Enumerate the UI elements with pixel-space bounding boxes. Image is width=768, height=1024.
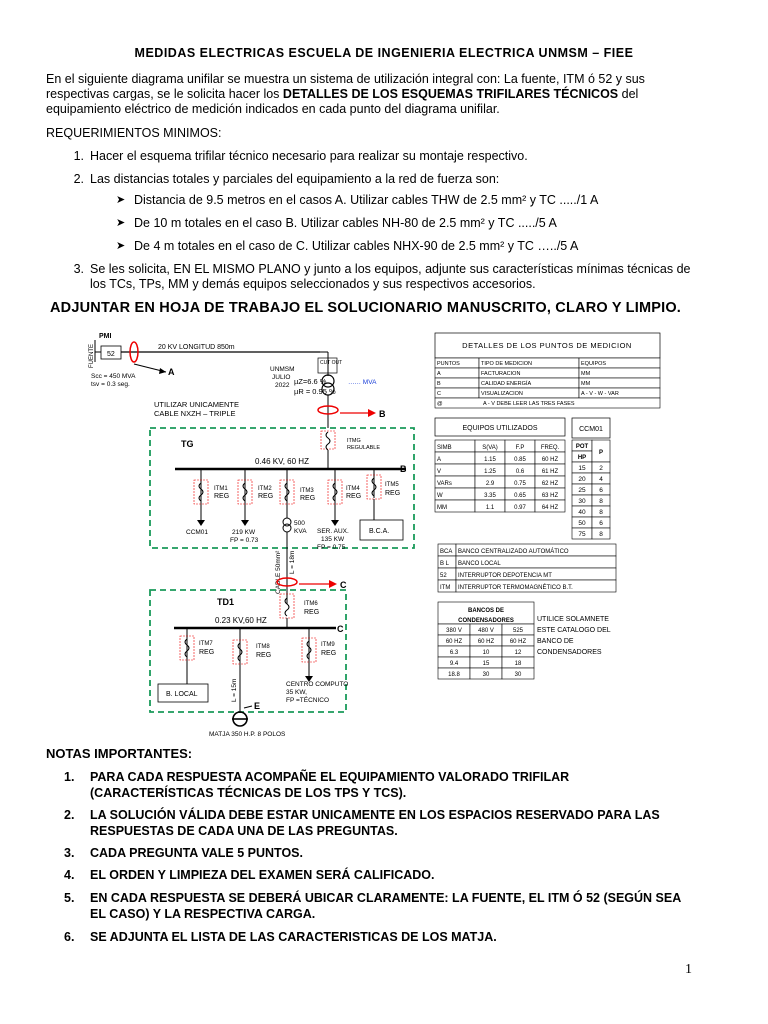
svg-text:C: C	[337, 624, 344, 634]
det-cell: @	[437, 401, 443, 407]
ccm-cell: 8	[599, 509, 603, 516]
svg-text:35 KW,: 35 KW,	[286, 689, 307, 696]
banks-cell: 480 V	[478, 628, 494, 634]
det-cell: C	[437, 391, 441, 397]
note-2: 2. LA SOLUCIÓN VÁLIDA DEBE ESTAR UNICAMENTE EN LOS ESPACIOS RESERVADO PARA LAS RESPUESTAS DE CADA UNA DE LAS PREGUNTAS.	[64, 808, 660, 838]
eq-cell: 2.9	[485, 481, 495, 487]
eq-cell: S(VA)	[482, 445, 498, 451]
banks-cell: 9.4	[449, 661, 459, 667]
svg-text:ITMG: ITMG	[347, 438, 361, 444]
det-cell: TIPO DE MEDICION	[481, 361, 533, 367]
svg-text:REG: REG	[385, 490, 401, 497]
eq-cell: V	[437, 469, 442, 475]
tg-bus-label: 0.46 KV, 60 HZ	[255, 457, 309, 466]
eq-cell: F.P	[515, 445, 525, 451]
ccm-cell: 4	[599, 476, 603, 483]
note-5: 5. EN CADA RESPUESTA SE DEBERÁ UBICAR CLARAMENTE: LA FUENTE, EL ITM Ó 52 (SEGÚN SEA EL CASO) Y LA RESPECTIVA CARGA.	[64, 891, 682, 921]
eq-cell: 1.25	[484, 469, 496, 475]
util-label-1: UTILIZAR UNICAMENTE	[154, 400, 240, 409]
ccm-cell: 30	[578, 498, 586, 505]
det-cell: A - V DEBE LEER LAS TRES FASES	[483, 401, 575, 407]
svg-text:KVA: KVA	[294, 528, 307, 535]
requirement-3: 3. Se les solicita, EN EL MISMO PLANO y junto a los equipos, adjunte sus características mínimas técnicas de los TCs, TPs, MM y demás equipos seleccionados y sus respectivos accesorios.	[73, 262, 691, 291]
svg-text:REG: REG	[256, 652, 272, 659]
svg-text:219 KW: 219 KW	[232, 529, 256, 536]
ccm-cell: 50	[578, 520, 586, 527]
banks-cell: 525	[512, 628, 524, 634]
uz-label: µZ=6.6 %	[294, 377, 327, 386]
point-a-label: A	[168, 367, 175, 377]
ur-label: µR = 0.95 %	[294, 387, 336, 396]
eq-cell: 64 HZ	[541, 505, 559, 511]
matja-label: MATJA 350 H.P. 8 POLOS	[209, 731, 286, 738]
abbr-cell: INTERRUPTOR TERMOMAGNÉTICO B.T.	[458, 585, 573, 591]
ccm-header: POT	[575, 444, 589, 450]
svg-text:CABLE 50mm²: CABLE 50mm²	[275, 550, 282, 594]
svg-text:REG: REG	[214, 493, 230, 500]
intro-line-3: equipamiento eléctrico de medición indicados en cada punto del diagrama unifilar.	[46, 102, 500, 116]
pmi-label: PMI	[99, 333, 112, 340]
td1-bus-label: 0.23 KV,60 HZ	[215, 616, 267, 625]
ccm-header: HP	[577, 455, 587, 461]
svg-text:2022: 2022	[275, 382, 290, 389]
banks-cell: 15	[482, 661, 490, 667]
eq-cell: 0.6	[515, 469, 525, 475]
eq-cell: 60 HZ	[541, 457, 559, 463]
svg-text:SER. AUX.: SER. AUX.	[317, 528, 349, 535]
det-cell: A	[437, 371, 441, 377]
banks-cell: 60 HZ	[509, 639, 527, 645]
ccm-cell: 6	[599, 487, 603, 494]
abbr-cell: INTERRUPTOR DEPOTENCIA MT	[458, 573, 552, 579]
eq-cell: 0.85	[514, 457, 526, 463]
sub-item-1: ➤ Distancia de 9.5 metros en el casos A. Utilizar cables THW de 2.5 mm² y TC ...../1 A	[116, 193, 599, 207]
eq-cell: A	[437, 457, 442, 463]
page-header: MEDIDAS ELECTRICAS ESCUELA DE INGENIERIA ELECTRICA UNMSM – FIEE	[134, 46, 634, 60]
svg-text:135 KW: 135 KW	[321, 536, 345, 543]
svg-text:B. LOCAL: B. LOCAL	[166, 691, 198, 698]
tg-label: TG	[181, 439, 194, 449]
eq-cell: 0.97	[514, 505, 526, 511]
svg-text:ITM7: ITM7	[199, 641, 213, 647]
svg-text:REG: REG	[199, 649, 215, 656]
single-line-diagram	[80, 328, 430, 740]
adjuntar-heading: ADJUNTAR EN HOJA DE TRABAJO EL SOLUCIONARIO MANUSCRITO, CLARO Y LIMPIO.	[50, 300, 682, 316]
eq-cell: 63 HZ	[541, 493, 559, 499]
ccm-cell: 25	[578, 487, 586, 494]
eq-cell: FREQ.	[540, 445, 560, 451]
fuente-label: FUENTE	[89, 344, 95, 368]
det-cell: VISUALIZACION	[481, 391, 523, 397]
det-cell: A - V - W - VAR	[581, 391, 619, 397]
ccm-cell: 75	[578, 531, 586, 538]
det-title: DETALLES DE LOS PUNTOS DE MEDICION	[462, 341, 632, 350]
svg-text:REG: REG	[300, 495, 316, 502]
banks-title-1: BANCOS DE	[467, 608, 505, 614]
svg-text:ITM5: ITM5	[385, 482, 399, 488]
svg-text:REG: REG	[258, 493, 274, 500]
ccm-cell: 8	[599, 498, 603, 505]
banks-cell: 30	[514, 672, 522, 678]
point-e-label: E	[254, 701, 261, 711]
eq-cell: SIMB	[437, 445, 452, 451]
svg-text:REG: REG	[304, 609, 320, 616]
intro-line-1: En el siguiente diagrama unifilar se muestra un sistema de utilización integral con: La fuente, ITM ó 52 y sus	[46, 72, 645, 86]
svg-text:FP = 0.75: FP = 0.75	[317, 544, 346, 551]
svg-text:L = 15m: L = 15m	[231, 678, 238, 702]
svg-text:ITM4: ITM4	[346, 486, 360, 492]
banks-cell: 60 HZ	[477, 639, 495, 645]
banks-cell: 12	[514, 650, 522, 656]
ccm-cell: 20	[578, 476, 586, 483]
line-20kv-label: 20 KV LONGITUD 850m	[158, 344, 235, 351]
ccm-header: P	[598, 450, 604, 456]
svg-text:CCM01: CCM01	[186, 529, 209, 536]
tables-area	[430, 330, 760, 690]
banks-cell: 10	[482, 650, 490, 656]
tsv-label: tsv = 0.3 seg.	[91, 381, 130, 388]
banks-note-1: UTILICE SOLAMNETE	[537, 616, 609, 623]
eq-cell: VARs	[437, 481, 452, 487]
banks-cell: 18	[514, 661, 522, 667]
sub-item-3: ➤ De 4 m totales en el caso de C. Utilizar cables NHX-90 de 2.5 mm² y TC …../5 A	[116, 239, 579, 253]
svg-text:FP =TÉCNICO: FP =TÉCNICO	[286, 697, 330, 704]
eq-cell: W	[437, 493, 443, 499]
banks-cell: 18.8	[448, 672, 460, 678]
arrow-bullet-icon: ➤	[116, 217, 126, 229]
svg-text:B: B	[400, 464, 407, 474]
abbr-cell: 52	[440, 573, 447, 579]
ccm-cell: 6	[599, 520, 603, 527]
eq-cell: 1.15	[484, 457, 496, 463]
point-b-label: B	[379, 409, 386, 419]
notes-title: NOTAS IMPORTANTES:	[46, 746, 193, 761]
svg-text:JULIO: JULIO	[272, 374, 291, 381]
abbr-cell: ITM	[440, 585, 451, 591]
det-cell: MM	[581, 381, 591, 387]
banks-cell: 60 HZ	[445, 639, 463, 645]
svg-text:L = 18m: L = 18m	[289, 550, 296, 574]
det-cell: CALIDAD ENERGÍA	[481, 381, 532, 387]
point-c-label: C	[340, 580, 347, 590]
page-number: 1	[685, 962, 692, 977]
ccm-cell: 2	[599, 465, 603, 472]
banks-cell: 380 V	[446, 628, 462, 634]
ccm-title: CCM01	[579, 426, 603, 433]
scc-label: Scc = 450 MVA	[91, 373, 136, 380]
svg-text:ITM1: ITM1	[214, 486, 228, 492]
intro-line-2: respectivas cargas, se le solicita hacer los DETALLES DE LOS ESQUEMAS TRIFILARES TÉCNICOS del	[46, 87, 639, 101]
eq-cell: 0.75	[514, 481, 526, 487]
td1-label: TD1	[217, 597, 235, 607]
svg-text:REGULABLE: REGULABLE	[347, 445, 381, 451]
ccm-cell: 8	[599, 531, 603, 538]
util-label-2: CABLE NXZH – TRIPLE	[154, 409, 236, 418]
banks-note-2: ESTE CATALOGO DEL	[537, 627, 611, 634]
eq-title: EQUIPOS UTILIZADOS	[462, 425, 538, 432]
svg-text:ITM3: ITM3	[300, 488, 314, 494]
eq-cell: 3.35	[484, 493, 496, 499]
mva-label: …… MVA	[348, 379, 377, 386]
abbr-cell: B L	[440, 561, 450, 567]
intro-bold: DETALLES DE LOS ESQUEMAS TRIFILARES TÉCNICOS	[282, 87, 619, 101]
abbr-cell: BANCO CENTRALIZADO AUTOMÁTICO	[458, 549, 569, 555]
eq-cell: 62 HZ	[541, 481, 559, 487]
svg-text:ITM6: ITM6	[304, 601, 318, 607]
requirement-1: 1. Hacer el esquema trifilar técnico necesario para realizar su montaje respectivo.	[73, 149, 528, 163]
banks-note-3: BANCO DE	[537, 638, 574, 645]
banks-cell: 6.3	[449, 650, 459, 656]
svg-text:ITM9: ITM9	[321, 642, 335, 648]
det-cell: FACTURACION	[481, 371, 521, 377]
banks-cell: 30	[482, 672, 490, 678]
eq-cell: 61 HZ	[541, 469, 559, 475]
note-6: 6. SE ADJUNTA EL LISTA DE LAS CARACTERISTICAS DE LOS MATJA.	[64, 930, 497, 944]
eq-cell: 0.65	[514, 493, 526, 499]
breaker-52-label: 52	[107, 351, 115, 358]
det-cell: MM	[581, 371, 591, 377]
cut-out-label: CUT OUT	[320, 360, 343, 366]
svg-text:500: 500	[294, 520, 305, 527]
ccm-cell: 15	[578, 465, 586, 472]
abbr-cell: BCA	[440, 549, 453, 555]
banks-title-2: CONDENSADORES	[458, 618, 514, 624]
svg-text:ITM8: ITM8	[256, 644, 270, 650]
requirements-title: REQUERIMIENTOS MINIMOS:	[46, 126, 222, 140]
svg-text:CENTRO COMPUTO: CENTRO COMPUTO	[286, 681, 349, 688]
svg-text:FP = 0.73: FP = 0.73	[230, 537, 259, 544]
ccm-cell: 40	[578, 509, 586, 516]
eq-cell: MM	[437, 505, 447, 511]
svg-text:B.C.A.: B.C.A.	[369, 528, 390, 535]
det-cell: B	[437, 381, 441, 387]
note-1: 1. PARA CADA RESPUESTA ACOMPAÑE EL EQUIPAMIENTO VALORADO TRIFILAR (CARACTERÍSTICAS TÉCNICAS DE LOS TPS Y TCS).	[64, 770, 570, 800]
det-cell: PUNTOS	[437, 361, 460, 367]
note-4: 4. EL ORDEN Y LIMPIEZA DEL EXAMEN SERÁ CALIFICADO.	[64, 868, 435, 882]
arrow-bullet-icon: ➤	[116, 194, 126, 206]
det-cell: EQUIPOS	[581, 361, 607, 367]
svg-text:REG: REG	[321, 650, 337, 657]
banks-note-4: CONDENSADORES	[537, 649, 602, 656]
unmsm-label: UNMSM	[270, 366, 295, 373]
svg-text:REG: REG	[346, 493, 362, 500]
sub-item-2: ➤ De 10 m totales en el caso B. Utilizar cables NH-80 de 2.5 mm² y TC ...../5 A	[116, 216, 557, 230]
note-3: 3. CADA PREGUNTA VALE 5 PUNTOS.	[64, 846, 303, 860]
svg-text:ITM2: ITM2	[258, 486, 272, 492]
arrow-bullet-icon: ➤	[116, 240, 126, 252]
abbr-cell: BANCO LOCAL	[458, 561, 501, 567]
eq-cell: 1.1	[485, 505, 495, 511]
requirement-2: 2. Las distancias totales y parciales del equipamiento a la red de fuerza son:	[73, 172, 500, 186]
